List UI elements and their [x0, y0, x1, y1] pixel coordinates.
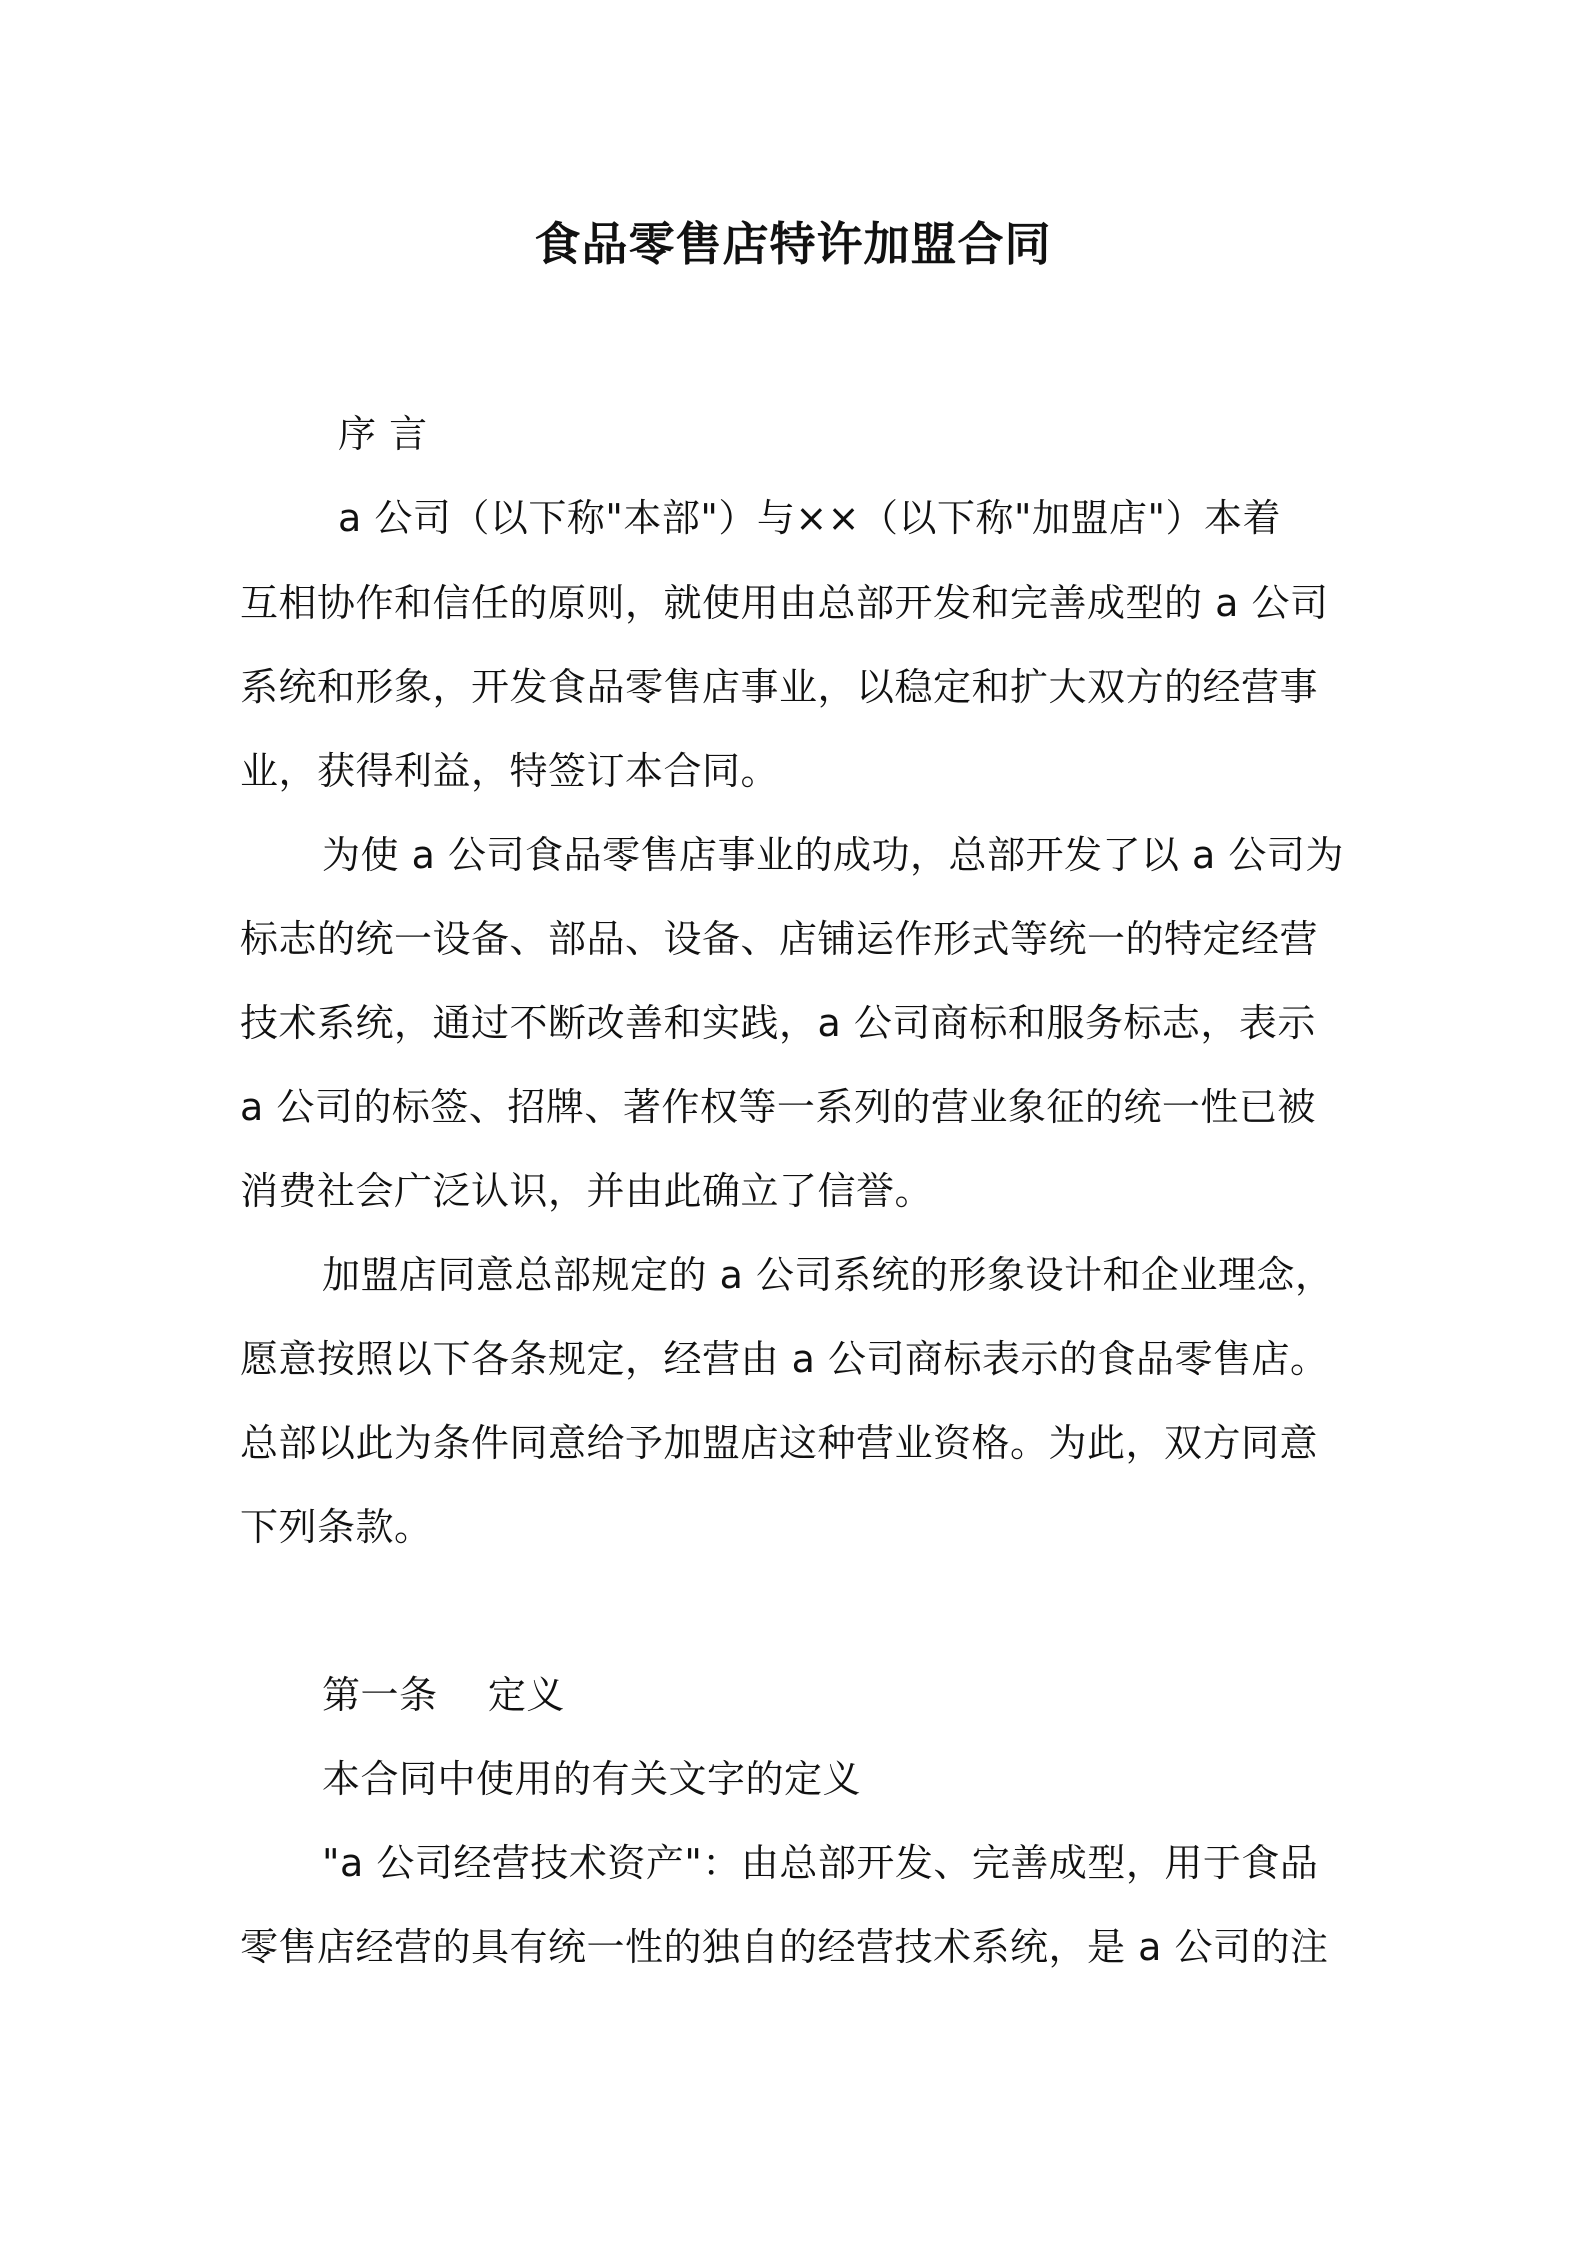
paragraph-line: a 公司（以下称"本部"）与××（以下称"加盟店"）本着 — [338, 496, 1281, 540]
article-intro: 本合同中使用的有关文字的定义 — [322, 1757, 862, 1801]
paragraph-line: 总部以此为条件同意给予加盟店这种营业资格。为此，双方同意 — [240, 1421, 1319, 1465]
paragraph-line: 愿意按照以下各条规定，经营由 a 公司商标表示的食品零售店。 — [240, 1337, 1329, 1381]
article-heading: 第一条 定义 — [322, 1673, 565, 1717]
paragraph-line: 零售店经营的具有统一性的独自的经营技术系统，是 a 公司的注 — [240, 1925, 1329, 1969]
document-title: 食品零售店特许加盟合同 — [534, 217, 1052, 271]
paragraph-line: "a 公司经营技术资产"：由总部开发、完善成型，用于食品 — [322, 1841, 1319, 1885]
paragraph-line: 为使 a 公司食品零售店事业的成功，总部开发了以 a 公司为 — [322, 833, 1344, 877]
paragraph-line: 互相协作和信任的原则，就使用由总部开发和完善成型的 a 公司 — [240, 581, 1329, 625]
paragraph-line: 消费社会广泛认识，并由此确立了信誉。 — [240, 1169, 934, 1213]
paragraph-line: 业，获得利益，特签订本合同。 — [240, 749, 780, 793]
paragraph-line: 下列条款。 — [240, 1505, 433, 1549]
paragraph-line: 加盟店同意总部规定的 a 公司系统的形象设计和企业理念， — [322, 1253, 1334, 1297]
paragraph-line: a 公司的标签、招牌、著作权等一系列的营业象征的统一性已被 — [240, 1085, 1316, 1129]
preface-heading: 序 言 — [338, 412, 428, 456]
paragraph-line: 标志的统一设备、部品、设备、店铺运作形式等统一的特定经营 — [240, 917, 1319, 961]
paragraph-line: 系统和形象，开发食品零售店事业，以稳定和扩大双方的经营事 — [240, 665, 1319, 709]
paragraph-line: 技术系统，通过不断改善和实践，a 公司商标和服务标志，表示 — [240, 1001, 1316, 1045]
